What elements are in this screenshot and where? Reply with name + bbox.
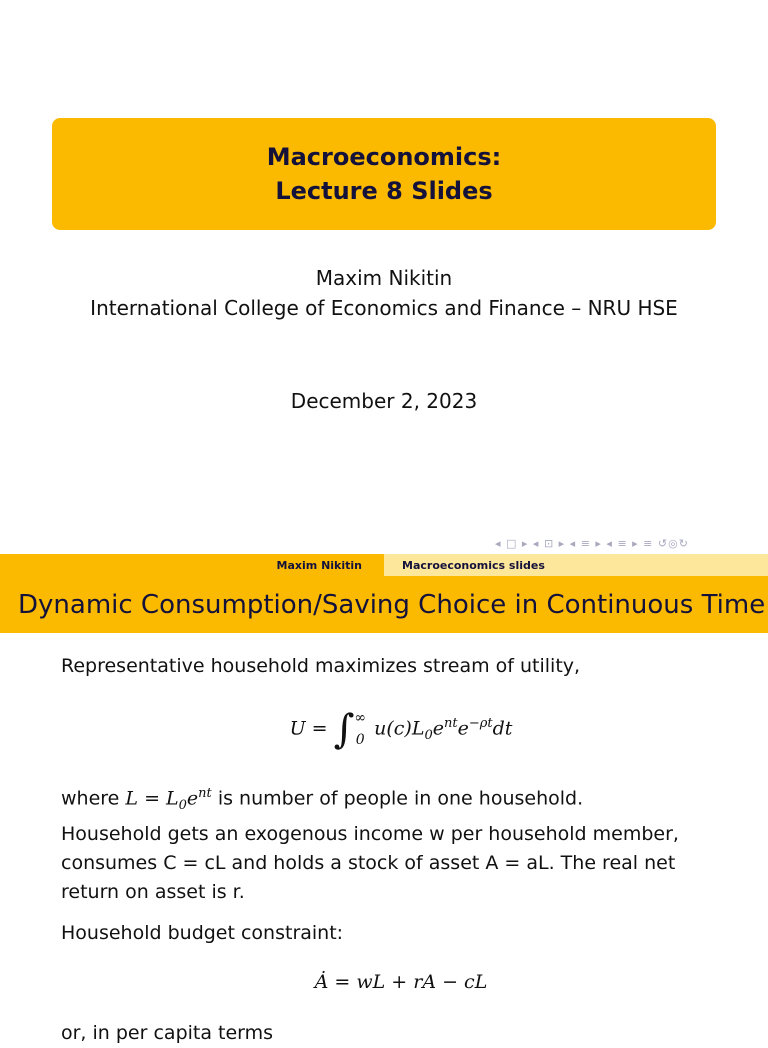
- author: Maxim Nikitin: [315, 266, 453, 290]
- institute: International College of Economics and Finance – NRU HSE: [90, 296, 678, 320]
- intro-text: Representative household maximizes stream of utility,: [61, 655, 581, 677]
- beamer-navigation-icons[interactable]: ◂ □ ▸ ◂ ⊡ ▸ ◂ ≡ ▸ ◂ ≡ ▸ ≡ ↺◎↻: [495, 537, 689, 550]
- footline: [0, 554, 768, 576]
- integral-sign: ∫: [333, 706, 355, 753]
- title-box: [52, 118, 716, 230]
- utility-equation: U = ∫ ∞ 0 $u(c)L_0e^{nt}e^{-\rho t}dt$: [289, 706, 513, 753]
- title-line-1: Macroeconomics:: [266, 143, 502, 171]
- budget-label: Household budget constraint:: [61, 922, 344, 945]
- where-line: where $L = L_0e^{nt}$ is number of people in one household.: [61, 786, 584, 814]
- title-line-2: Lecture 8 Slides: [275, 177, 493, 205]
- budget-equation: Ȧ = wL + rA − cL: [314, 971, 488, 994]
- income-line: Household gets an exogenous income w per household member,: [61, 823, 679, 846]
- footline-title: Macroeconomics slides: [384, 554, 768, 576]
- frame-title: Dynamic Consumption/Saving Choice in Continuous Time: [0, 576, 768, 633]
- slide-body: [61, 652, 741, 1048]
- consumes-line: consumes C = cL and holds a stock of asset A = aL. The real net: [61, 852, 676, 875]
- date: December 2, 2023: [290, 389, 478, 413]
- footline-author: Maxim Nikitin: [0, 554, 384, 576]
- cutoff-text: or, in per capita terms: [61, 1022, 274, 1045]
- return-line: return on asset is r.: [61, 881, 245, 904]
